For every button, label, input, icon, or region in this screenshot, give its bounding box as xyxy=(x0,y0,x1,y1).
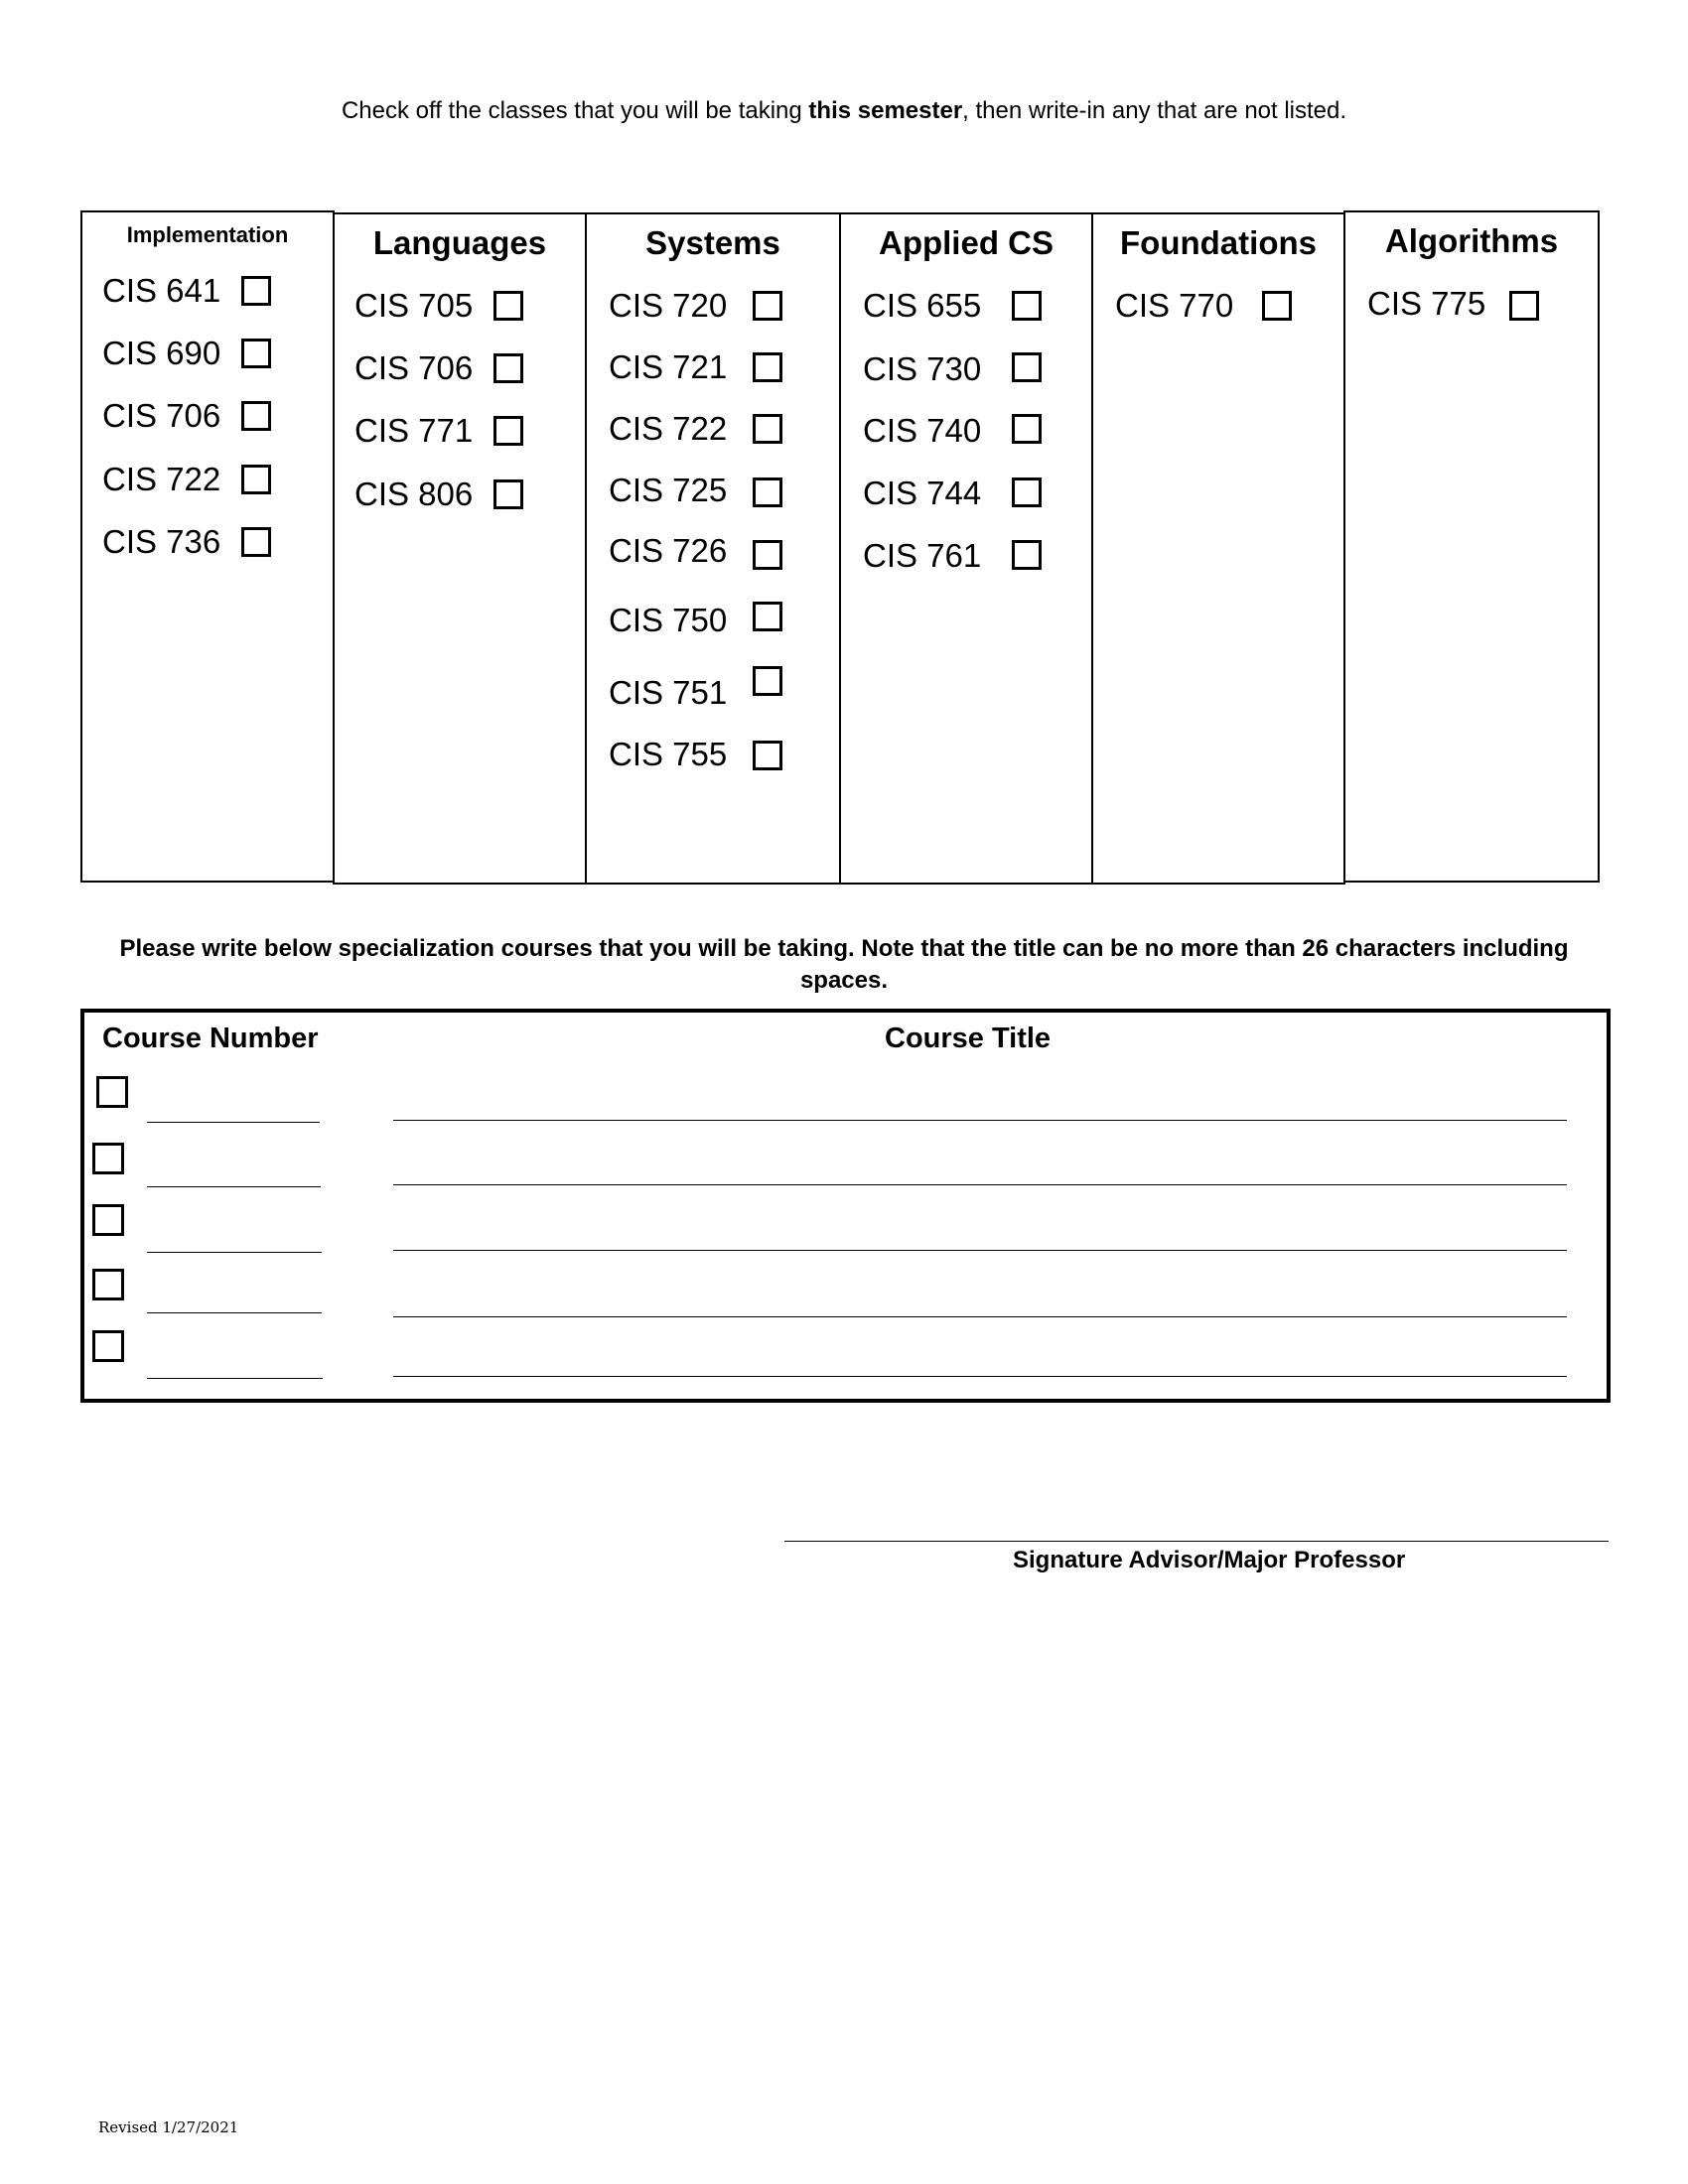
column-heading: Languages xyxy=(372,224,547,261)
course-label: CIS 705 xyxy=(354,287,474,324)
course-label: CIS 730 xyxy=(863,350,982,387)
course-number-line[interactable] xyxy=(147,1122,320,1123)
course-label: CIS 751 xyxy=(609,674,728,711)
course-checkbox[interactable] xyxy=(493,291,523,321)
specialization-checkbox[interactable] xyxy=(92,1269,124,1300)
course-checkbox[interactable] xyxy=(241,276,271,306)
course-label: CIS 744 xyxy=(863,475,982,511)
course-label: CIS 755 xyxy=(609,736,728,772)
course-checkbox[interactable] xyxy=(241,465,271,494)
course-checkbox[interactable] xyxy=(493,353,523,383)
column-heading: Systems xyxy=(645,224,780,261)
course-checkbox[interactable] xyxy=(753,540,782,570)
course-number-line[interactable] xyxy=(147,1252,322,1253)
course-number-line[interactable] xyxy=(147,1312,322,1313)
course-label: CIS 641 xyxy=(102,272,221,309)
course-title-line[interactable] xyxy=(393,1250,1567,1251)
course-number-header: Course Number xyxy=(102,1023,319,1054)
course-title-line[interactable] xyxy=(393,1316,1567,1317)
course-checkbox[interactable] xyxy=(1509,291,1539,321)
course-label: CIS 750 xyxy=(609,602,728,638)
signature-line[interactable] xyxy=(784,1541,1609,1542)
course-checkbox[interactable] xyxy=(1012,352,1042,382)
course-title-line[interactable] xyxy=(393,1184,1567,1185)
column-applied-cs xyxy=(839,212,1093,885)
course-label: CIS 721 xyxy=(609,348,728,385)
column-heading: Applied CS xyxy=(878,224,1054,261)
course-label: CIS 761 xyxy=(863,537,982,574)
course-label: CIS 720 xyxy=(609,287,728,324)
specialization-checkbox[interactable] xyxy=(92,1204,124,1236)
column-algorithms xyxy=(1343,210,1600,883)
column-languages xyxy=(333,212,587,885)
course-checkbox[interactable] xyxy=(1262,291,1292,321)
course-title-line[interactable] xyxy=(393,1120,1567,1121)
course-number-line[interactable] xyxy=(147,1378,323,1379)
specialization-checkbox[interactable] xyxy=(92,1143,124,1174)
course-checkbox[interactable] xyxy=(241,401,271,431)
course-label: CIS 706 xyxy=(102,397,221,434)
course-title-header: Course Title xyxy=(885,1023,1052,1054)
course-checkbox[interactable] xyxy=(493,416,523,446)
column-heading: Foundations xyxy=(1120,224,1317,261)
specialization-table xyxy=(80,1009,1611,1403)
course-checkbox[interactable] xyxy=(753,414,782,444)
course-label: CIS 726 xyxy=(609,532,728,569)
instruction-bold: this semester xyxy=(808,97,963,124)
specialization-checkbox[interactable] xyxy=(96,1076,128,1108)
course-checkbox[interactable] xyxy=(241,339,271,368)
signature-label: Signature Advisor/Major Professor xyxy=(1013,1547,1406,1573)
instruction-before: Check off the classes that you will be taking xyxy=(341,97,809,124)
course-label: CIS 722 xyxy=(102,461,221,497)
specialization-checkbox[interactable] xyxy=(92,1330,124,1362)
specialization-note: Please write below specialization courses that you will be taking. Note that the title can be no more than 26 characters including spaces. xyxy=(119,935,1569,994)
course-checkbox[interactable] xyxy=(753,478,782,507)
course-label: CIS 722 xyxy=(609,410,728,447)
course-label: CIS 771 xyxy=(354,412,474,449)
instruction-text xyxy=(0,97,1688,125)
course-checkbox[interactable] xyxy=(1012,540,1042,570)
course-label: CIS 725 xyxy=(609,472,728,508)
course-checkbox[interactable] xyxy=(241,527,271,557)
course-label: CIS 736 xyxy=(102,523,221,560)
column-heading: Algorithms xyxy=(1384,222,1559,259)
column-heading: Implementation xyxy=(126,222,289,247)
instruction-after: , then write-in any that are not listed. xyxy=(962,97,1347,124)
column-implementation xyxy=(80,210,335,883)
course-checkbox[interactable] xyxy=(1012,414,1042,444)
course-label: CIS 770 xyxy=(1115,287,1234,324)
course-checkbox[interactable] xyxy=(753,602,782,631)
course-checkbox[interactable] xyxy=(1012,291,1042,321)
revised-date: Revised 1/27/2021 xyxy=(98,2118,239,2136)
column-systems xyxy=(585,212,841,885)
course-title-line[interactable] xyxy=(393,1376,1567,1377)
course-checkbox[interactable] xyxy=(753,741,782,770)
course-checkbox[interactable] xyxy=(753,291,782,321)
course-checkbox[interactable] xyxy=(1012,478,1042,507)
course-label: CIS 706 xyxy=(354,349,474,386)
column-foundations xyxy=(1091,212,1345,885)
course-number-line[interactable] xyxy=(147,1186,321,1187)
course-label: CIS 655 xyxy=(863,287,982,324)
course-label: CIS 740 xyxy=(863,412,982,449)
course-label: CIS 775 xyxy=(1367,285,1486,322)
course-label: CIS 806 xyxy=(354,476,474,512)
course-label: CIS 690 xyxy=(102,335,221,371)
course-checkbox[interactable] xyxy=(753,352,782,382)
course-checkbox[interactable] xyxy=(753,666,782,696)
course-checkbox[interactable] xyxy=(493,479,523,509)
